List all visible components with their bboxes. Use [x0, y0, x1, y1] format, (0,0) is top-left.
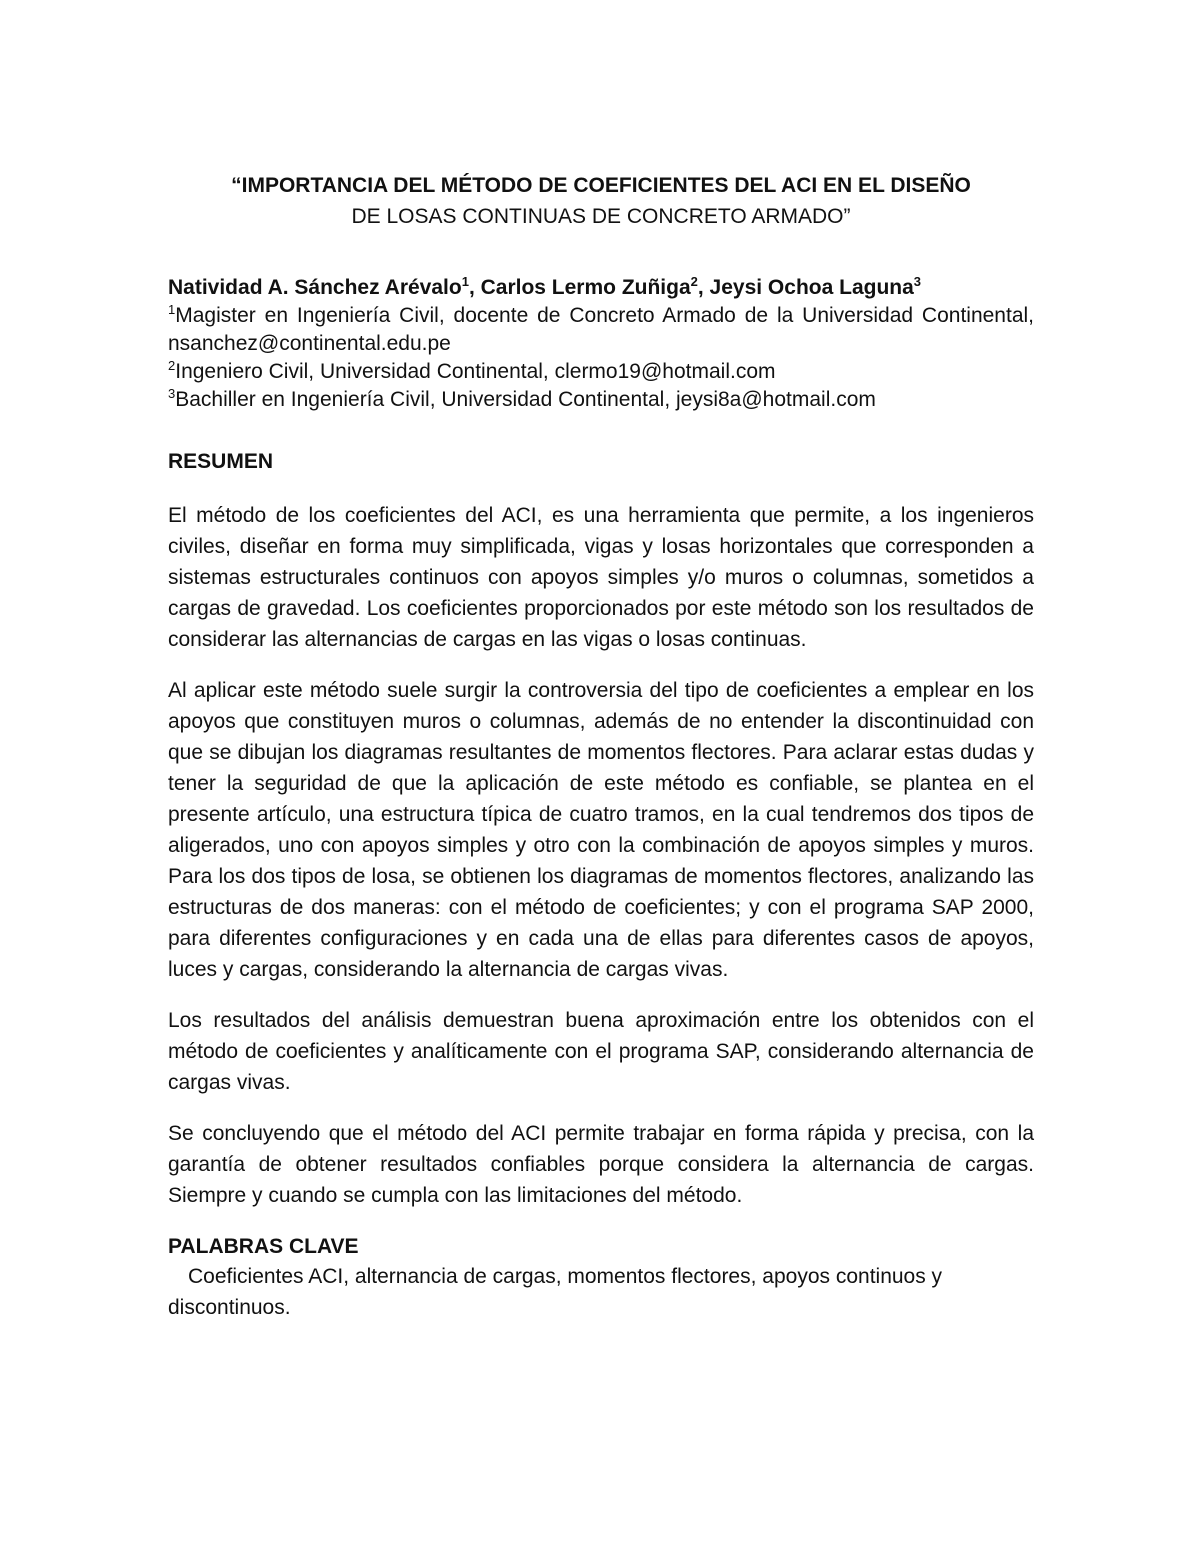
keywords-text: Coeficientes ACI, alternancia de cargas, momentos flectores, apoyos continuos y discontinuos. — [168, 1265, 943, 1319]
affiliation-mark: 3 — [168, 386, 176, 401]
author-affiliation-mark: 2 — [690, 274, 698, 289]
affiliation-line — [168, 358, 1034, 386]
paper-title — [168, 170, 1034, 232]
affiliation-line — [168, 386, 1034, 414]
author-name: Natividad A. Sánchez Arévalo — [168, 276, 462, 299]
author-name: Carlos Lermo Zuñiga — [480, 276, 691, 299]
affiliation-mark: 1 — [168, 302, 176, 317]
affiliation-mark: 2 — [168, 358, 176, 373]
affiliation-line — [168, 302, 1034, 358]
affiliation-text: Bachiller en Ingeniería Civil, Universidad Continental, jeysi8a@hotmail.com — [175, 388, 876, 411]
author-affiliation-mark: 3 — [913, 274, 922, 289]
author-affiliation-mark: 1 — [461, 274, 469, 289]
title-line-1: “IMPORTANCIA DEL MÉTODO DE COEFICIENTES DEL ACI EN EL DISEÑO — [231, 174, 971, 197]
section-heading-resumen: RESUMEN — [168, 450, 274, 473]
section-heading-palabras-clave: PALABRAS CLAVE — [168, 1235, 359, 1258]
abstract-paragraph: Se concluyendo que el método del ACI permite trabajar en forma rápida y precisa, con la garantía de obtener resultados confiables porque considera la alternancia de cargas. Siempre y cuando se cumpla con las limitaciones del método. — [168, 1122, 1034, 1207]
abstract-paragraph: Al aplicar este método suele surgir la controversia del tipo de coeficientes a emplear en los apoyos que constituyen muros o columnas, además de no entender la discontinuidad con que se dibujan los diagramas resultantes de momentos flectores. Para aclarar estas dudas y tener la seguridad de que la aplicación de este método es confiable, se plantea en el presente artículo, una estructura típica de cuatro tramos, en la cual tendremos dos tipos de aligerados, uno con apoyos simples y otro con la combinación de apoyos simples y muros. Para los dos tipos de losa, se obtienen los diagramas de momentos flectores, analizando las estructuras de dos maneras: con el método de coeficientes; y con el programa SAP 2000, para diferentes configuraciones y en cada una de ellas para diferentes casos de apoyos, luces y cargas, considerando la alternancia de cargas vivas. — [168, 679, 1034, 981]
title-line-2: DE LOSAS CONTINUAS DE CONCRETO ARMADO” — [351, 205, 851, 228]
abstract-paragraph: El método de los coeficientes del ACI, es una herramienta que permite, a los ingenieros civiles, diseñar en forma muy simplificada, vigas y losas horizontales que corresponden a sistemas estructurales continuos con apoyos simples y/o muros o columnas, sometidos a cargas de gravedad. Los coeficientes proporcionados por este método son los resultados de considerar las alternancias de cargas en las vigas o losas continuas. — [168, 504, 1034, 651]
author-separator: , — [468, 276, 481, 299]
affiliation-text: Ingeniero Civil, Universidad Continental, clermo19@hotmail.com — [175, 360, 776, 383]
affiliations — [168, 302, 1034, 414]
author-list — [168, 274, 1034, 302]
affiliation-text: Magister en Ingeniería Civil, docente de Concreto Armado de la Universidad Continental, nsanchez@continental.edu.pe — [168, 304, 1034, 355]
author-separator: , — [697, 276, 710, 299]
abstract-paragraph: Los resultados del análisis demuestran buena aproximación entre los obtenidos con el método de coeficientes y analíticamente con el programa SAP, considerando alternancia de cargas vivas. — [168, 1009, 1034, 1094]
author-name: Jeysi Ochoa Laguna — [709, 276, 914, 299]
paper-page — [168, 170, 1034, 1323]
